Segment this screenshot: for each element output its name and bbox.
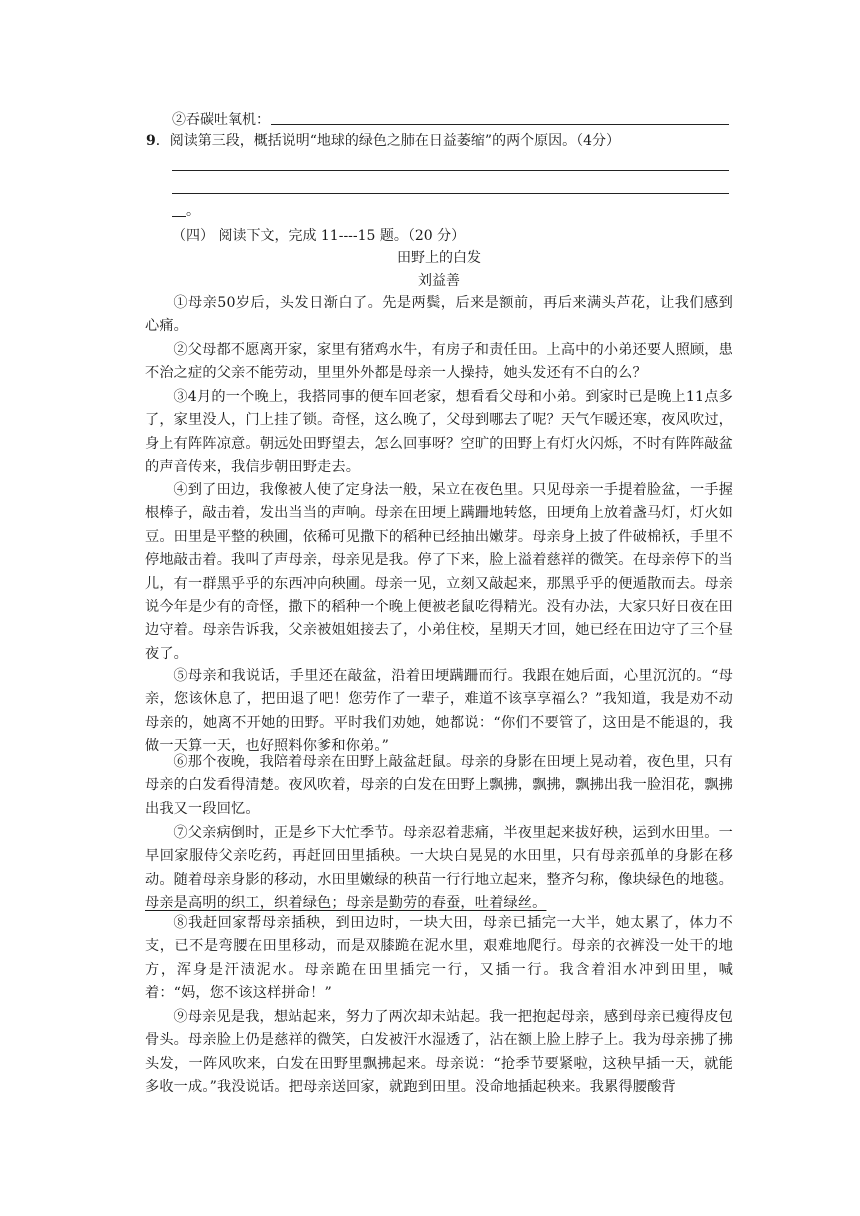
article-title: 田野上的白发 bbox=[397, 250, 481, 266]
q9-answer-line-2[interactable] bbox=[172, 193, 729, 194]
q9-tail: 。 bbox=[186, 203, 200, 219]
paragraph-5: ⑤母亲和我说话，手里还在敲盆，沿着田埂蹒跚而行。我跟在她后面，心里沉沉的。“母亲，您该休息了，把田退了吧！您劳作了一辈子，难道不该享享福么？”我知道，我是劝不动母亲的，她离不开她的田野。平时我们劝她，她都说：“你们不要管了，这田是不能退的，我做一天算一天，也好照料你爹和你弟。” bbox=[145, 668, 733, 755]
q9-number: 9 bbox=[146, 133, 156, 149]
paragraph-1: ①母亲50岁后，头发日渐白了。先是两鬓，后来是额前，再后来满头芦花，让我们感到心痛。 bbox=[145, 295, 733, 335]
paragraph-9: ⑨母亲见是我，想站起来，努力了两次却未站起。我一把抱起母亲，感到母亲已瘦得皮包骨头。母亲脸上仍是慈祥的微笑，白发被汗水湿透了，沾在额上脸上脖子上。我为母亲拂了拂头发，一阵风吹来，白发在田野里飘拂起来。母亲说：“抢季节要紧啦，这秧早插一天，就能多收一成。”我没说话。把母亲送回家，就跑到田里。没命地插起秧来。我累得腰酸背 bbox=[145, 1009, 733, 1096]
q8-item-2-label: ②吞碳吐氧机： bbox=[172, 112, 270, 128]
paragraph-6: ⑥那个夜晚，我陪着母亲在田野上敲盆赶鼠。母亲的身影在田埂上晃动着，夜色里，只有母亲的白发看得清楚。夜风吹着，母亲的白发在田野上飘拂，飘拂，飘拂出我一脸泪花，飘拂出我又一段回忆。 bbox=[145, 754, 733, 817]
paragraph-2: ②父母都不愿离开家，家里有猪鸡水牛，有房子和责任田。上高中的小弟还要人照顾，患不治之症的父亲不能劳动，里里外外都是母亲一人操持，她头发还有不白的么？ bbox=[145, 342, 733, 382]
paragraph-7-text: ⑦父亲病倒时，正是乡下大忙季节。母亲忍着悲痛，半夜里起来拔好秧，运到水田里。一早回家服侍父亲吃药，再赶回田里插秧。一大块白晃晃的水田里，只有母亲孤单的身影在移动。随着母亲身影的移动，水田里嫩绿的秧苗一行行地立起来，整齐匀称，像块绿色的地毯。 bbox=[145, 825, 733, 888]
q9-question bbox=[146, 131, 620, 151]
paragraph-7-underlined-sentence: 母亲是高明的织工，织着绿色；母亲是勤劳的春蚕，吐着绿丝。 bbox=[145, 895, 547, 912]
article-author: 刘益善 bbox=[418, 273, 460, 289]
paragraph-7 bbox=[145, 822, 733, 916]
q9-answer-line-1[interactable] bbox=[172, 170, 729, 171]
paragraph-8: ⑧我赶回家帮母亲插秧，到田边时，一块大田，母亲已插完一大半，她太累了，体力不支，已不是弯腰在田里移动，而是双膝跪在泥水里，艰难地爬行。母亲的衣裤没一处干的地方，浑身是汗渍泥水。母亲跪在田里插完一行，又插一行。我含着泪水冲到田里，喊着：“妈，您不该这样拼命！” bbox=[145, 915, 733, 1002]
q9-answer-line-3[interactable] bbox=[172, 216, 186, 217]
paragraph-3: ③4月的一个晚上，我搭同事的便车回老家，想看看父母和小弟。到家时已是晚上11点多了，家里没人，门上挂了锁。奇怪，这么晚了，父母到哪去了呢？天气乍暖还寒，夜风吹过，身上有阵阵凉意。朝远处田野望去，怎么回事呀？空旷的田野上有灯火闪烁，不时有阵阵敲盆的声音传来，我信步朝田野走去。 bbox=[145, 389, 733, 476]
q8-item-2-answer-line[interactable] bbox=[271, 124, 729, 125]
paragraph-4: ④到了田边，我像被人使了定身法一般，呆立在夜色里。只见母亲一手提着脸盆，一手握根棒子，敲击着，发出当当的声响。母亲在田埂上蹒跚地转悠，田埂角上放着盏马灯，灯火如豆。田里是平整的秧圃，依稀可见撒下的稻种已经抽出嫩芽。母亲身上披了件破棉袄，手里不停地敲击着。我叫了声母亲，母亲见是我。停了下来，脸上溢着慈祥的微笑。在母亲停下的当儿，有一群黑乎乎的东西冲向秧圃。母亲一见，立刻又敲起来，那黑乎乎的便遁散而去。母亲说今年是少有的奇怪，撒下的稻种一个晚上便被老鼠吃得精光。没有办法，大家只好日夜在田边守着。母亲告诉我，父亲被姐姐接去了，小弟住校，星期天才回，她已经在田边守了三个昼夜了。 bbox=[145, 482, 733, 662]
q9-text: ．阅读第三段，概括说明“地球的绿色之肺在日益萎缩”的两个原因。（4分） bbox=[155, 133, 620, 149]
section4-header: （四） 阅读下文，完成 11----15 题。（20 分） bbox=[172, 228, 466, 244]
